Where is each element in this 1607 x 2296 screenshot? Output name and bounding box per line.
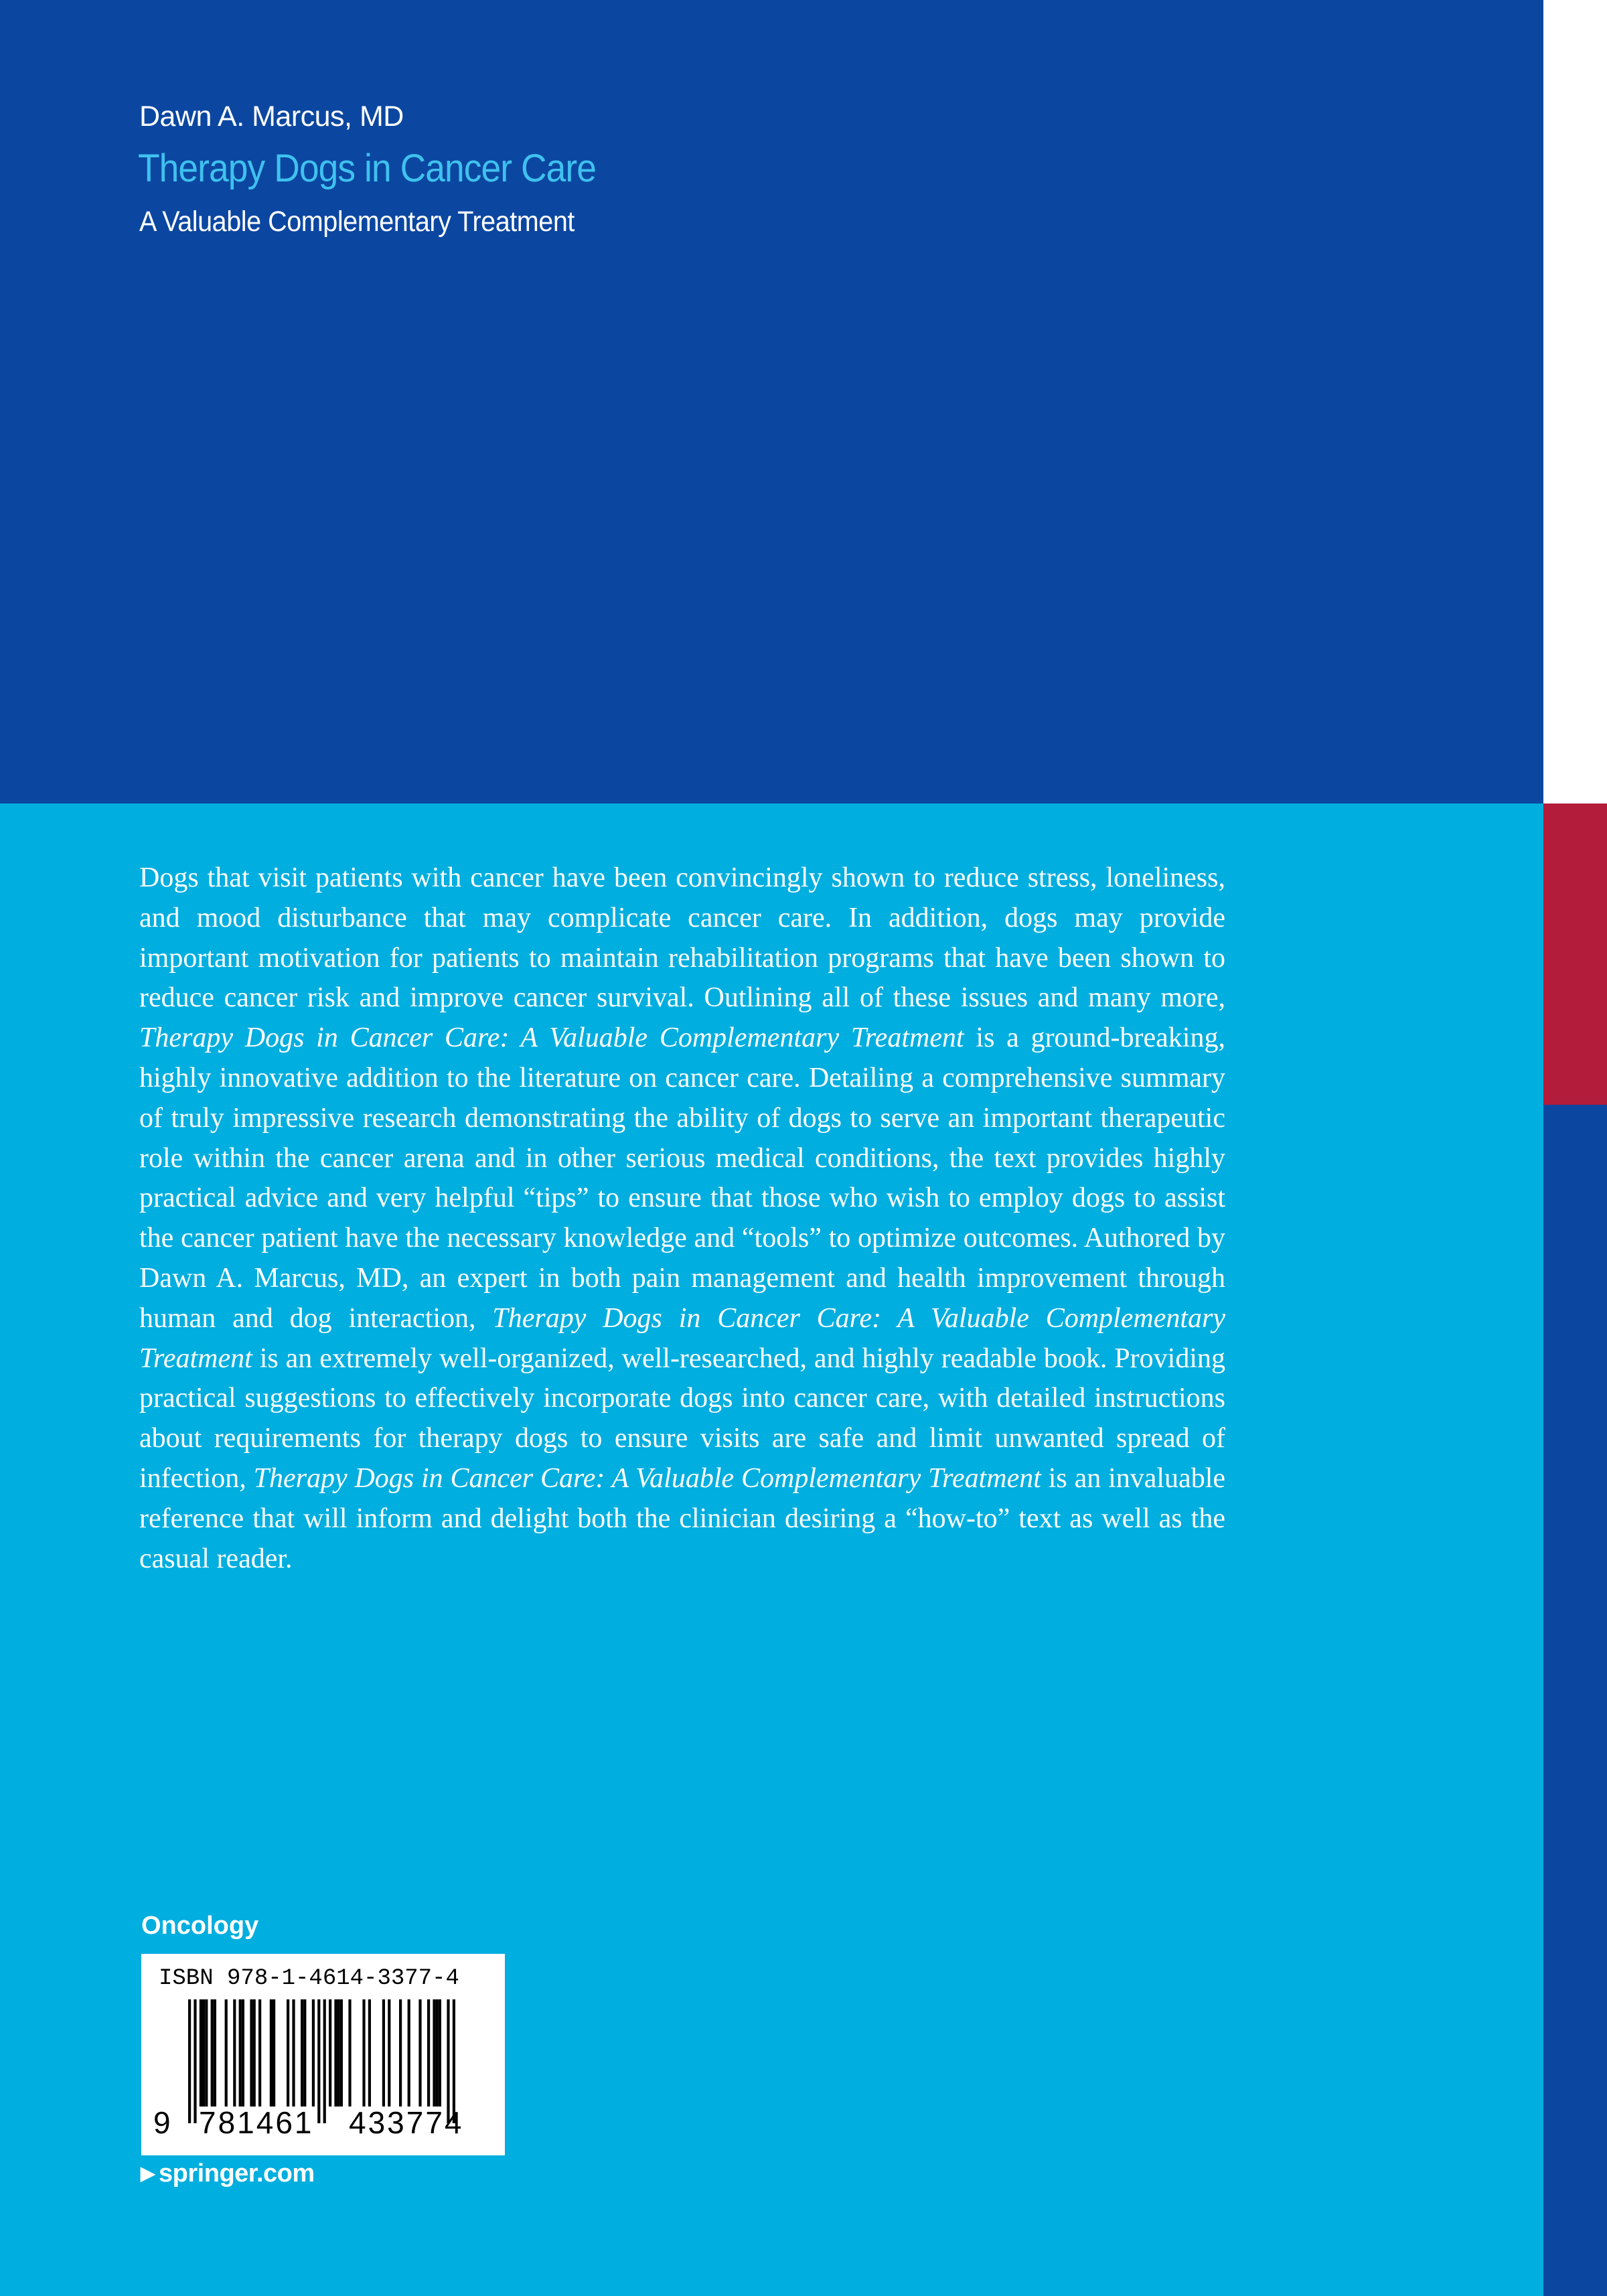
barcode-digits-left: 781461 [199,2105,314,2140]
barcode-bar [292,1999,295,2107]
barcode-bar [205,1999,208,2107]
barcode-bar [258,1999,261,2107]
barcode-bar [399,1999,402,2107]
blurb-text-4: is an invaluable reference that will inform and delight both the clinician desiring a “how-to” text as well as the casual reader. [139,1462,1226,1574]
barcode-bar [382,1999,385,2107]
blurb-text-2: is a ground-breaking, highly innovative addition to the literature on cancer care. Detailing a comprehensive summary of truly impressive research demonstrating the ability of dogs to serve an important therapeutic role within the cancer arena and in other serious medical conditions, the text provides highly practical advice and very helpful “tips” to ensure that those who wish to employ dogs to assist the cancer patient have the necessary knowledge and “tools” to optimize outcomes. Authored by Dawn A. Marcus, MD, an expert in both pain management and health improvement through human and dog interaction, [139,1022,1225,1334]
barcode-bar [334,1999,337,2107]
barcode-bar [368,1999,371,2107]
barcode-bar [202,1999,205,2107]
barcode-bar [239,1999,242,2107]
blurb-italic-title-1: Therapy Dogs in Cancer Care: A Valuable Complementary Treatment [139,1022,964,1054]
isbn-label: ISBN 978-1-4614-3377-4 [159,1966,459,1991]
barcode-bar [301,1999,303,2107]
barcode-bar [253,1999,256,2107]
barcode-bar [250,1999,252,2107]
barcode-bar [200,1999,202,2107]
barcode-bar [270,1999,273,2107]
barcode-bar [303,1999,306,2107]
barcode-bar [337,1999,340,2107]
barcode-bar [439,1999,441,2107]
barcode-bar [433,1999,435,2107]
barcode-bar [273,1999,275,2107]
barcode-bar [388,1999,390,2107]
barcode-bar [362,1999,365,2107]
blurb-text-1: Dogs that visit patients with cancer have been convincingly shown to reduce stress, loneliness, and mood disturbance that may complicate cancer care. In addition, dogs may provide important motivation for patients to maintain rehabilitation programs that have been shown to reduce cancer risk and improve cancer survival. Outlining all of these issues and many more, [139,862,1225,1014]
barcode-bar [242,1999,244,2107]
author-name: Dawn A. Marcus, MD [139,100,404,133]
barcode-digits [141,2104,505,2151]
barcode-digit-first: 9 [153,2105,171,2140]
barcode-bar [233,1999,236,2107]
barcode-bar [427,1999,430,2107]
spine-red-strip [1543,803,1607,1105]
spine-white-strip [1543,0,1607,803]
publisher-link[interactable] [141,2159,315,2188]
barcode-bar [312,1999,315,2107]
barcode-bar [340,1999,343,2107]
barcode-bar [287,1999,289,2107]
subject-category: Oncology [141,1912,259,1940]
blurb-text-3: is an extremely well-organized, well-researched, and highly readable book. Providing practical suggestions to effectively incorporate dogs into cancer care, with detailed instructions about requirements for therapy dogs to ensure visits are safe and limit unwanted spread of infection, [139,1343,1225,1494]
book-title: Therapy Dogs in Cancer Care [138,147,596,190]
barcode-bar [211,1999,214,2107]
barcode-bar [418,1999,421,2107]
blurb-italic-title-2: Therapy Dogs in Cancer Care: A Valuable Complementary Treatment [139,1302,1225,1374]
barcode-digits-right: 433774 [349,2105,464,2140]
triangle-right-icon: ▶ [141,2163,155,2184]
publisher-link-text: springer.com [159,2159,315,2188]
book-subtitle: A Valuable Complementary Treatment [139,206,575,238]
barcode-bar [408,1999,410,2107]
spine-blue-strip [1543,1105,1607,2296]
barcode-bar [214,1999,216,2107]
barcode-bar [225,1999,228,2107]
back-cover-blurb [139,858,1225,1579]
barcode-bar [348,1999,351,2107]
blurb-italic-title-3: Therapy Dogs in Cancer Care: A Valuable Complementary Treatment [253,1462,1041,1494]
isbn-barcode [141,1954,505,2155]
barcode-bar [436,1999,439,2107]
barcode-bar [329,1999,331,2107]
